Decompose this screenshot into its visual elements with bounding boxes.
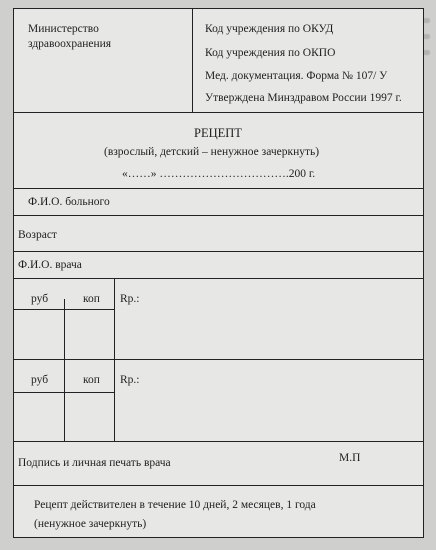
rx1-rub-label: руб [31,293,49,305]
title-section [14,113,423,189]
med-doc-form-label: Мед. документация. Форма № 107/ У [205,70,388,82]
header-section [14,9,423,113]
rx2-rp-divider [114,360,115,442]
prescription-form [13,8,424,538]
rx2-rub-label: руб [31,374,49,386]
header-divider [192,9,193,113]
ministry-line2: здравоохранения [28,38,112,50]
okpo-code-label: Код учреждения по ОКПО [205,47,336,59]
rx1-kop-label: коп [83,293,100,305]
rx1-price-divider [64,299,65,360]
age-row [14,216,423,252]
rx2-price-divider [64,360,65,442]
rx1-rp-divider [114,279,115,360]
validity-line1: Рецепт действителен в течение 10 дней, 2 месяцев, 1 года [34,499,316,511]
rx2-rp-label: Rp.: [120,374,140,386]
validity-line2: (ненужное зачеркнуть) [34,518,147,530]
doctor-name-row [14,252,423,279]
rx-block-2 [14,360,423,442]
doctor-name-label: Ф.И.О. врача [18,259,82,271]
approval-label: Утверждена Минздравом России 1997 г. [205,92,402,104]
date-line: «……» …………………………….200 г. [122,168,316,180]
ministry-line1: Министерство [28,23,99,35]
signature-label: Подпись и личная печать врача [18,457,171,469]
rx2-kop-label: коп [83,374,100,386]
okud-code-label: Код учреждения по ОКУД [205,23,334,35]
rx-block-1 [14,279,423,360]
age-label: Возраст [18,229,57,241]
prescription-heading: РЕЦЕПТ [194,126,242,140]
validity-section [14,486,423,538]
patient-name-label: Ф.И.О. больного [28,196,110,208]
prescription-subtitle: (взрослый, детский – ненужное зачеркнуть) [104,146,320,158]
rx1-rp-label: Rp.: [120,293,140,305]
signature-row [14,442,423,486]
patient-name-row [14,189,423,216]
mp-label: М.П [339,452,361,464]
